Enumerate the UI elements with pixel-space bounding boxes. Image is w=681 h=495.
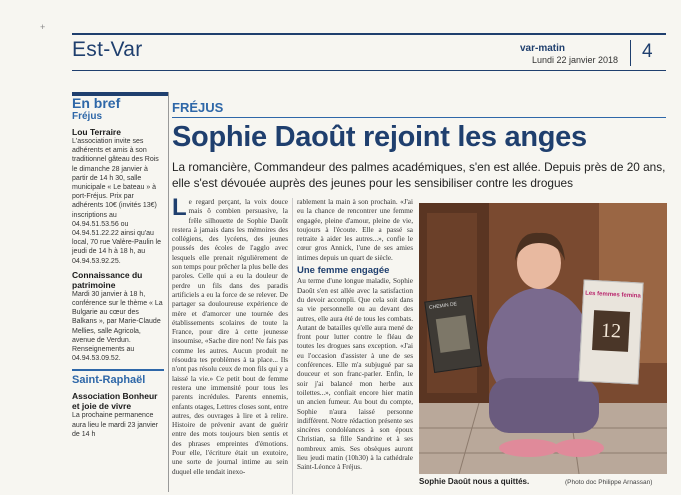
header-rule-bottom — [72, 70, 666, 71]
book-right-brand: Les femmes femina — [584, 290, 641, 300]
page-number: 4 — [642, 41, 653, 62]
book-left-image — [436, 315, 470, 353]
sidebar-city-frejus: Fréjus — [72, 111, 103, 122]
book-cover-right — [578, 279, 643, 384]
brief-item-heading: Association Bonheur et joie de vivre — [72, 391, 158, 412]
photo-credit: (Photo doc Philippe Arnassan) — [565, 479, 653, 486]
column-divider — [292, 198, 293, 494]
article-photo — [419, 203, 667, 474]
section-title: Est-Var — [72, 38, 143, 61]
article-subheading: Une femme engagée — [297, 265, 390, 277]
brief-item-heading: Connaissance du patrimoine — [72, 269, 143, 290]
photo-caption: Sophie Daoût nous a quittés. — [419, 477, 530, 486]
drop-cap: L — [172, 194, 187, 221]
article-column-1 — [172, 194, 288, 477]
brief-item-text: La prochaine permanence aura lieu le mardi 23 janvier de 14 h — [72, 412, 158, 438]
book-cover-left — [424, 295, 482, 373]
crop-mark: + — [40, 22, 46, 32]
sidebar-title: En bref — [72, 95, 121, 111]
book-left-title: CHEMIN DE — [428, 301, 458, 312]
article-headline: Sophie Daoût rejoint les anges — [172, 121, 587, 153]
brief-item-text: Mardi 30 janvier à 18 h, conférence sur le thème « La Bulgarie au cœur des Balkans », par Marie-Claude Mellies, salle Agricola, avenue de Verdun. Renseignements au 04.94.53.09.52. — [72, 290, 163, 363]
header-rule-top — [72, 33, 666, 35]
issue-date: Lundi 22 janvier 2018 — [532, 55, 619, 65]
article-column-2 — [297, 198, 413, 473]
sidebar-divider — [168, 92, 169, 492]
article-kicker: FRÉJUS — [172, 100, 224, 115]
sidebar-city-saint-raphael: Saint-Raphaël — [72, 369, 164, 387]
newspaper-name: var-matin — [520, 43, 566, 54]
page-number-divider — [630, 40, 631, 66]
kicker-rule — [172, 117, 666, 118]
book-right-number: 12 — [592, 310, 630, 352]
column-2-text-a: rablement la main à son prochain. «J'ai eu la chance de rencontrer une femme engagée, pleine d'amour, pleine de vie, toujours à l'écoute. Elle a passé sa retraite à aider les autres...», confie le cœur gros Annick, l'une de ses amies intimes depuis un quart de siècle. — [297, 198, 413, 262]
column-2-text-b: Au terme d'une longue maladie, Sophie Daoût s'en est allée avec la satisfaction du devoir accompli. Que cela soit dans sa vie personnelle ou au devant des autres, elle aura été de tous les combats. Autant de batailles qu'elle aura mené de front pour lutter contre le fléau de toutes les drogues sans exception. «J'ai eu l'occasion d'assister à une de ses conférences. Elle m'a subjugué par sa douceur et son franc-parler. Enfin, le soir j'ai balancé mon herbe aux toilettes...», confiait encore hier matin un ancien fumeur. Au bout du compte, Sophie n'aura laissé personne indifférent. Notre rédaction présente ses sincères condoléances à son époux Christian, sa fille Sandrine et à ses nombreux amis. Ses obsèques auront lieu jeudi matin (10h30) à la cathédrale Saint-Léonce à Fréjus. — [297, 277, 413, 472]
brief-item-heading: Lou Terraire — [72, 127, 121, 137]
column-1-text: e regard perçant, la voix douce mais ô combien persuasive, la frêle silhouette de Sophie Daoût restera à jamais dans les mémoires des collégiens, des lycéens, des jeunes poussés des écoles de l'agglo avec lesquels elle prenait régulièrement de son temps pour prêcher la plus belle des paroles. Celle qui a eu la douleur de perdre un fils dans des paradis artificiels a eu la force de se relever. De partager sa douloureuse expérience de mère et d'amorcer une tournée des établissements scolaires de toute la France, pour dire à cette jeunesse insoumise, «Sache dire non! Ne fais pas comme les autres. Aucun produit ne résoudra tes problèmes à ta place... Ils n'ont pas résolu ceux de mon fils qui y a laissé la vie.» Ce petit bout de femme restera une immensité pour tous les parents incrédules. Parents ennemis, enfants otages, Lettres closes sont, entre autres, des ouvrages à lire et à relire. Histoire de prévenir avant de guérir entre des mots toujours bien sentis et des phrases empreintes d'émotions. Pour elle, l'écriture était un exutoire, une sorte de journal intime au sein duquel elle tendait inexo- — [172, 198, 288, 476]
brief-item-text: L'association invite ses adhérents et amis à son traditionnel gâteau des Rois le dimanche 28 janvier à partir de 14 h 30, salle municipale « Le bateau » à port-Fréjus. Prix par adhérents 10€ (invités 13€) inscriptions au 04.94.51.53.56 ou 04.94.51.22.22 ainsi qu'au local, 70 rue Valère-Paulin le jeudi de 14 h à 18 h, au 04.94.53.92.25. — [72, 138, 161, 265]
sidebar-en-bref — [72, 96, 164, 439]
article-standfirst: La romancière, Commandeur des palmes académiques, s'en est allée. Depuis près de 20 ans, elle s'est dévouée auprès des jeunes pour les sensibiliser contre les drogues — [172, 160, 666, 190]
